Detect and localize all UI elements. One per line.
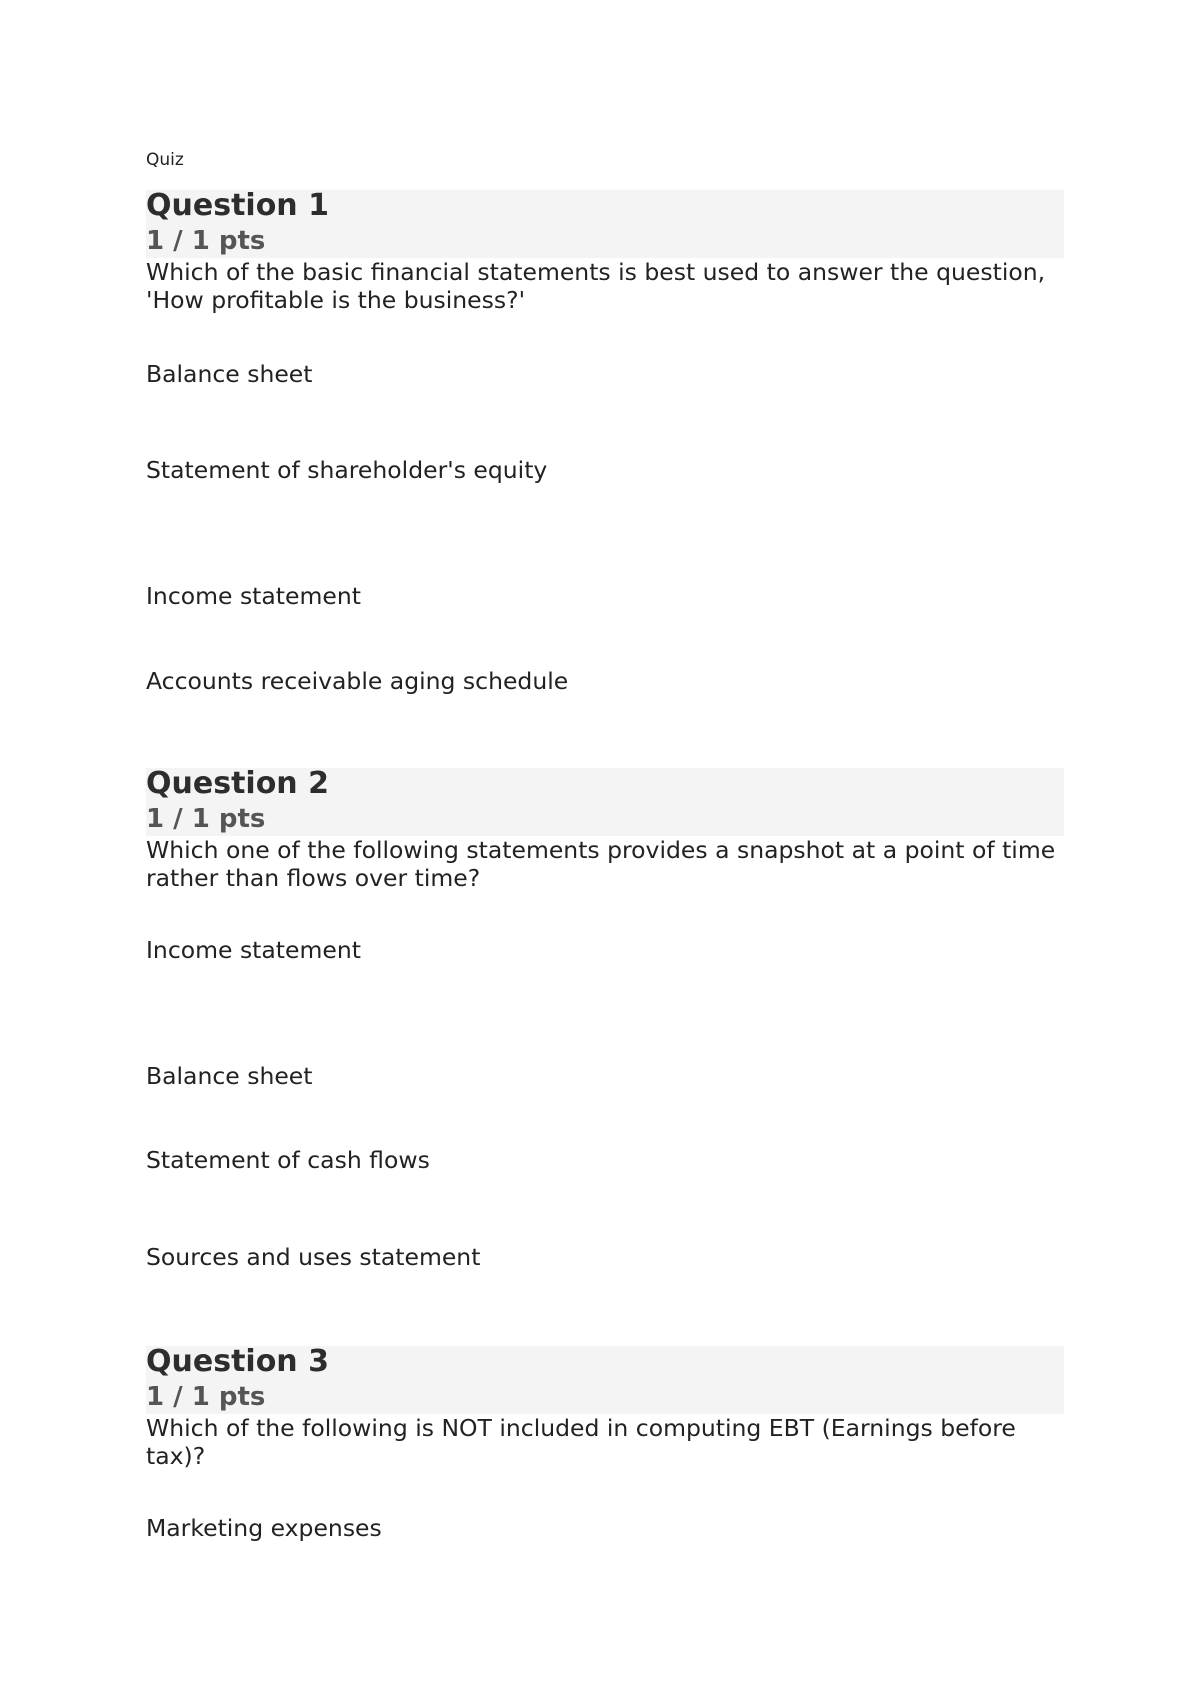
document-label: Quiz <box>146 150 184 170</box>
question-header <box>146 190 1064 258</box>
question-header <box>146 1346 1064 1414</box>
answer-option[interactable]: Statement of shareholder's equity <box>146 456 548 484</box>
question-text: Which of the basic financial statements is best used to answer the question, 'How profitable is the business?' <box>146 258 1046 314</box>
question-points: 1 / 1 pts <box>146 804 266 834</box>
question-block <box>146 190 1064 710</box>
question-block <box>146 768 1064 1288</box>
answer-option[interactable]: Balance sheet <box>146 360 313 388</box>
question-header <box>146 768 1064 836</box>
question-block <box>146 1346 1064 1576</box>
question-text: Which one of the following statements provides a snapshot at a point of time rather than flows over time? <box>146 836 1056 892</box>
answer-option[interactable]: Sources and uses statement <box>146 1243 481 1271</box>
question-text: Which of the following is NOT included in computing EBT (Earnings before tax)? <box>146 1414 1016 1470</box>
answer-option[interactable]: Marketing expenses <box>146 1514 382 1542</box>
question-title: Question 3 <box>146 1344 329 1379</box>
question-points: 1 / 1 pts <box>146 1382 266 1412</box>
answer-option[interactable]: Income statement <box>146 936 361 964</box>
question-title: Question 2 <box>146 766 329 801</box>
question-title: Question 1 <box>146 188 329 223</box>
question-points: 1 / 1 pts <box>146 226 266 256</box>
answer-option[interactable]: Balance sheet <box>146 1062 313 1090</box>
answer-option[interactable]: Accounts receivable aging schedule <box>146 667 569 695</box>
answer-option[interactable]: Income statement <box>146 582 361 610</box>
answer-option[interactable]: Statement of cash flows <box>146 1146 430 1174</box>
